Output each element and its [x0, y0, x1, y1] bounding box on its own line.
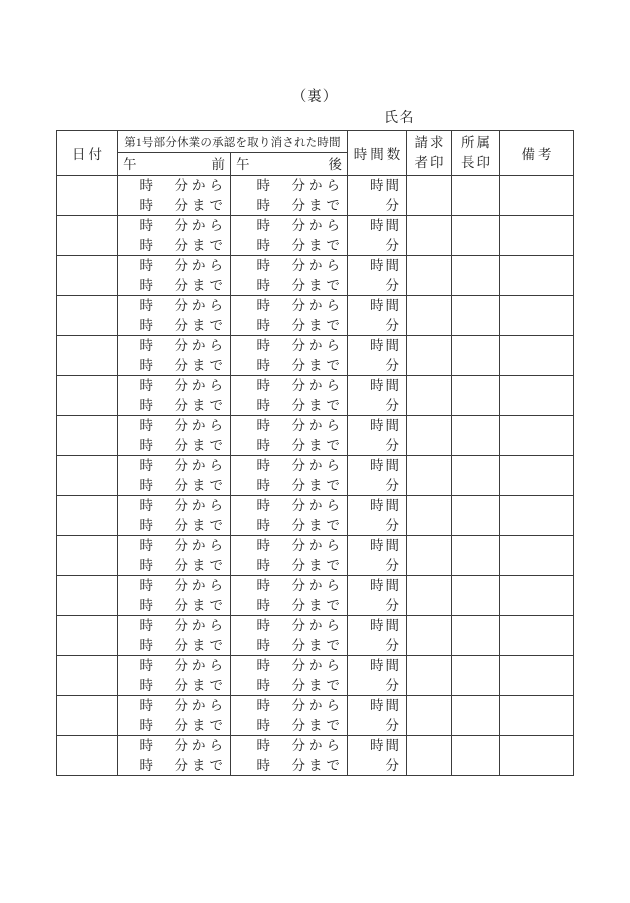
pm-from-label: 時 分から: [256, 458, 344, 473]
pm-from-label: 時 分から: [256, 378, 344, 393]
minutes-unit-label: 分: [385, 597, 401, 613]
pm-to-label: 時 分まで: [256, 237, 344, 253]
table-row: [57, 376, 574, 416]
pm-time-cell: [231, 376, 348, 416]
revoked-time-table: [56, 130, 574, 776]
col-header-date: 日付: [57, 131, 118, 176]
pm-from-label: 時 分から: [256, 338, 344, 353]
date-cell: [57, 656, 118, 696]
table-row: [57, 496, 574, 536]
hours-cell: [348, 496, 407, 536]
date-cell: [57, 336, 118, 376]
am-to-label: 時 分まで: [139, 477, 227, 493]
header-row-1: [57, 131, 574, 153]
pm-to-label: 時 分まで: [256, 437, 344, 453]
pm-to-label: 時 分まで: [256, 557, 344, 573]
pm-time-cell: [231, 416, 348, 456]
table-row: [57, 736, 574, 776]
date-cell: [57, 176, 118, 216]
minutes-unit-label: 分: [385, 757, 401, 773]
table-row: [57, 216, 574, 256]
remarks-cell: [500, 736, 574, 776]
pm-time-cell: [231, 656, 348, 696]
remarks-cell: [500, 376, 574, 416]
minutes-unit-label: 分: [385, 717, 401, 733]
table-row: [57, 656, 574, 696]
hours-unit-label: 時間: [370, 618, 401, 633]
am-from-label: 時 分から: [139, 418, 227, 433]
am-from-label: 時 分から: [139, 458, 227, 473]
am-from-label: 時 分から: [139, 738, 227, 753]
am-to-label: 時 分まで: [139, 637, 227, 653]
col-header-chief-seal: [452, 131, 500, 176]
am-from-label: 時 分から: [139, 298, 227, 313]
pm-to-label: 時 分まで: [256, 197, 344, 213]
claimant-seal-cell: [407, 256, 452, 296]
date-cell: [57, 696, 118, 736]
pm-from-label: 時 分から: [256, 178, 344, 193]
am-time-cell: [118, 216, 231, 256]
chief-seal-cell: [452, 496, 500, 536]
hours-unit-label: 時間: [370, 218, 401, 233]
hours-cell: [348, 256, 407, 296]
am-to-label: 時 分まで: [139, 237, 227, 253]
hours-unit-label: 時間: [370, 658, 401, 673]
pm-to-label: 時 分まで: [256, 597, 344, 613]
am-to-label: 時 分まで: [139, 397, 227, 413]
remarks-cell: [500, 616, 574, 656]
hours-unit-label: 時間: [370, 538, 401, 553]
table-body: [57, 176, 574, 776]
remarks-cell: [500, 416, 574, 456]
claimant-seal-cell: [407, 536, 452, 576]
remarks-cell: [500, 256, 574, 296]
date-cell: [57, 576, 118, 616]
minutes-unit-label: 分: [385, 317, 401, 333]
pm-to-label: 時 分まで: [256, 317, 344, 333]
hours-cell: [348, 616, 407, 656]
pm-from-label: 時 分から: [256, 578, 344, 593]
pm-time-cell: [231, 496, 348, 536]
hours-cell: [348, 456, 407, 496]
hours-cell: [348, 576, 407, 616]
chief-seal-cell: [452, 216, 500, 256]
pm-time-cell: [231, 456, 348, 496]
am-time-cell: [118, 176, 231, 216]
am-to-label: 時 分まで: [139, 437, 227, 453]
date-cell: [57, 256, 118, 296]
claimant-seal-line-1: 請求: [414, 135, 446, 150]
am-time-cell: [118, 736, 231, 776]
pm-time-cell: [231, 576, 348, 616]
hours-unit-label: 時間: [370, 738, 401, 753]
pm-to-label: 時 分まで: [256, 277, 344, 293]
table-row: [57, 296, 574, 336]
chief-seal-cell: [452, 656, 500, 696]
pm-to-label: 時 分まで: [256, 397, 344, 413]
chief-seal-cell: [452, 736, 500, 776]
chief-seal-cell: [452, 296, 500, 336]
chief-seal-line-1: 所属: [461, 135, 492, 150]
am-time-cell: [118, 656, 231, 696]
chief-seal-cell: [452, 176, 500, 216]
date-cell: [57, 376, 118, 416]
table-row: [57, 576, 574, 616]
am-time-cell: [118, 376, 231, 416]
am-from-label: 時 分から: [139, 218, 227, 233]
minutes-unit-label: 分: [385, 557, 401, 573]
date-cell: [57, 616, 118, 656]
claimant-seal-cell: [407, 416, 452, 456]
am-from-label: 時 分から: [139, 698, 227, 713]
am-from-label: 時 分から: [139, 378, 227, 393]
am-to-label: 時 分まで: [139, 357, 227, 373]
am-to-label: 時 分まで: [139, 597, 227, 613]
am-time-cell: [118, 616, 231, 656]
minutes-unit-label: 分: [385, 277, 401, 293]
am-to-label: 時 分まで: [139, 557, 227, 573]
date-cell: [57, 296, 118, 336]
pm-label-left: 午: [236, 156, 250, 172]
pm-from-label: 時 分から: [256, 418, 344, 433]
pm-time-cell: [231, 336, 348, 376]
pm-time-cell: [231, 696, 348, 736]
remarks-cell: [500, 696, 574, 736]
chief-seal-cell: [452, 376, 500, 416]
am-from-label: 時 分から: [139, 178, 227, 193]
am-time-cell: [118, 496, 231, 536]
pm-to-label: 時 分まで: [256, 477, 344, 493]
am-time-cell: [118, 256, 231, 296]
remarks-cell: [500, 496, 574, 536]
am-to-label: 時 分まで: [139, 197, 227, 213]
minutes-unit-label: 分: [385, 437, 401, 453]
hours-cell: [348, 736, 407, 776]
table-row: [57, 456, 574, 496]
col-header-claimant-seal: [407, 131, 452, 176]
am-time-cell: [118, 576, 231, 616]
hours-cell: [348, 376, 407, 416]
chief-seal-cell: [452, 456, 500, 496]
am-to-label: 時 分まで: [139, 757, 227, 773]
pm-to-label: 時 分まで: [256, 637, 344, 653]
chief-seal-cell: [452, 616, 500, 656]
am-from-label: 時 分から: [139, 658, 227, 673]
table-row: [57, 256, 574, 296]
minutes-unit-label: 分: [385, 637, 401, 653]
am-to-label: 時 分まで: [139, 677, 227, 693]
claimant-seal-cell: [407, 176, 452, 216]
minutes-unit-label: 分: [385, 197, 401, 213]
date-cell: [57, 216, 118, 256]
col-header-hours: 時間数: [348, 131, 407, 176]
date-cell: [57, 456, 118, 496]
pm-time-cell: [231, 296, 348, 336]
claimant-seal-cell: [407, 336, 452, 376]
remarks-cell: [500, 176, 574, 216]
claimant-seal-line-2: 者印: [414, 155, 446, 170]
remarks-cell: [500, 576, 574, 616]
date-cell: [57, 536, 118, 576]
pm-time-cell: [231, 256, 348, 296]
col-header-remarks: 備考: [500, 131, 574, 176]
hours-cell: [348, 536, 407, 576]
am-to-label: 時 分まで: [139, 717, 227, 733]
hours-cell: [348, 416, 407, 456]
remarks-cell: [500, 536, 574, 576]
pm-from-label: 時 分から: [256, 498, 344, 513]
claimant-seal-cell: [407, 736, 452, 776]
minutes-unit-label: 分: [385, 237, 401, 253]
claimant-seal-cell: [407, 616, 452, 656]
hours-unit-label: 時間: [370, 498, 401, 513]
table-row: [57, 416, 574, 456]
pm-from-label: 時 分から: [256, 618, 344, 633]
am-to-label: 時 分まで: [139, 317, 227, 333]
chief-seal-line-2: 長印: [461, 155, 492, 170]
pm-time-cell: [231, 736, 348, 776]
col-header-pm: [231, 153, 348, 176]
hours-cell: [348, 336, 407, 376]
name-label: 氏名: [384, 111, 415, 126]
hours-cell: [348, 696, 407, 736]
hours-unit-label: 時間: [370, 258, 401, 273]
remarks-cell: [500, 296, 574, 336]
chief-seal-cell: [452, 416, 500, 456]
pm-to-label: 時 分まで: [256, 717, 344, 733]
am-from-label: 時 分から: [139, 538, 227, 553]
claimant-seal-cell: [407, 696, 452, 736]
hours-unit-label: 時間: [370, 418, 401, 433]
am-time-cell: [118, 456, 231, 496]
am-label-right: 前: [211, 156, 225, 172]
chief-seal-cell: [452, 576, 500, 616]
minutes-unit-label: 分: [385, 677, 401, 693]
pm-from-label: 時 分から: [256, 258, 344, 273]
hours-unit-label: 時間: [370, 298, 401, 313]
table-row: [57, 616, 574, 656]
hours-unit-label: 時間: [370, 578, 401, 593]
remarks-cell: [500, 456, 574, 496]
remarks-cell: [500, 216, 574, 256]
claimant-seal-cell: [407, 456, 452, 496]
am-time-cell: [118, 696, 231, 736]
pm-time-cell: [231, 536, 348, 576]
table-header: [57, 131, 574, 176]
claimant-seal-cell: [407, 656, 452, 696]
pm-to-label: 時 分まで: [256, 357, 344, 373]
am-from-label: 時 分から: [139, 258, 227, 273]
minutes-unit-label: 分: [385, 477, 401, 493]
claimant-seal-cell: [407, 496, 452, 536]
chief-seal-cell: [452, 536, 500, 576]
claimant-seal-cell: [407, 296, 452, 336]
am-from-label: 時 分から: [139, 618, 227, 633]
hours-cell: [348, 296, 407, 336]
am-time-cell: [118, 296, 231, 336]
chief-seal-cell: [452, 336, 500, 376]
am-from-label: 時 分から: [139, 498, 227, 513]
am-time-cell: [118, 536, 231, 576]
hours-unit-label: 時間: [370, 378, 401, 393]
table-row: [57, 536, 574, 576]
hours-unit-label: 時間: [370, 338, 401, 353]
table-row: [57, 176, 574, 216]
date-cell: [57, 496, 118, 536]
am-to-label: 時 分まで: [139, 277, 227, 293]
hours-cell: [348, 216, 407, 256]
pm-to-label: 時 分まで: [256, 517, 344, 533]
minutes-unit-label: 分: [385, 517, 401, 533]
pm-from-label: 時 分から: [256, 698, 344, 713]
minutes-unit-label: 分: [385, 357, 401, 373]
date-cell: [57, 736, 118, 776]
date-cell: [57, 416, 118, 456]
pm-from-label: 時 分から: [256, 658, 344, 673]
am-to-label: 時 分まで: [139, 517, 227, 533]
minutes-unit-label: 分: [385, 397, 401, 413]
hours-unit-label: 時間: [370, 698, 401, 713]
table-row: [57, 336, 574, 376]
am-from-label: 時 分から: [139, 578, 227, 593]
table-row: [57, 696, 574, 736]
remarks-cell: [500, 336, 574, 376]
hours-cell: [348, 656, 407, 696]
hours-unit-label: 時間: [370, 458, 401, 473]
pm-label-right: 後: [328, 156, 342, 172]
am-time-cell: [118, 336, 231, 376]
pm-time-cell: [231, 176, 348, 216]
col-header-am: [118, 153, 231, 176]
chief-seal-cell: [452, 696, 500, 736]
pm-from-label: 時 分から: [256, 298, 344, 313]
am-from-label: 時 分から: [139, 338, 227, 353]
am-time-cell: [118, 416, 231, 456]
pm-from-label: 時 分から: [256, 738, 344, 753]
col-header-revoked-time: 第1号部分休業の承認を取り消された時間: [118, 131, 348, 153]
claimant-seal-cell: [407, 216, 452, 256]
remarks-cell: [500, 656, 574, 696]
pm-time-cell: [231, 616, 348, 656]
pm-time-cell: [231, 216, 348, 256]
page-side-label: （裏）: [291, 89, 339, 105]
hours-cell: [348, 176, 407, 216]
pm-to-label: 時 分まで: [256, 757, 344, 773]
claimant-seal-cell: [407, 576, 452, 616]
hours-unit-label: 時間: [370, 178, 401, 193]
am-label-left: 午: [123, 156, 137, 172]
pm-from-label: 時 分から: [256, 218, 344, 233]
pm-to-label: 時 分まで: [256, 677, 344, 693]
pm-from-label: 時 分から: [256, 538, 344, 553]
chief-seal-cell: [452, 256, 500, 296]
claimant-seal-cell: [407, 376, 452, 416]
